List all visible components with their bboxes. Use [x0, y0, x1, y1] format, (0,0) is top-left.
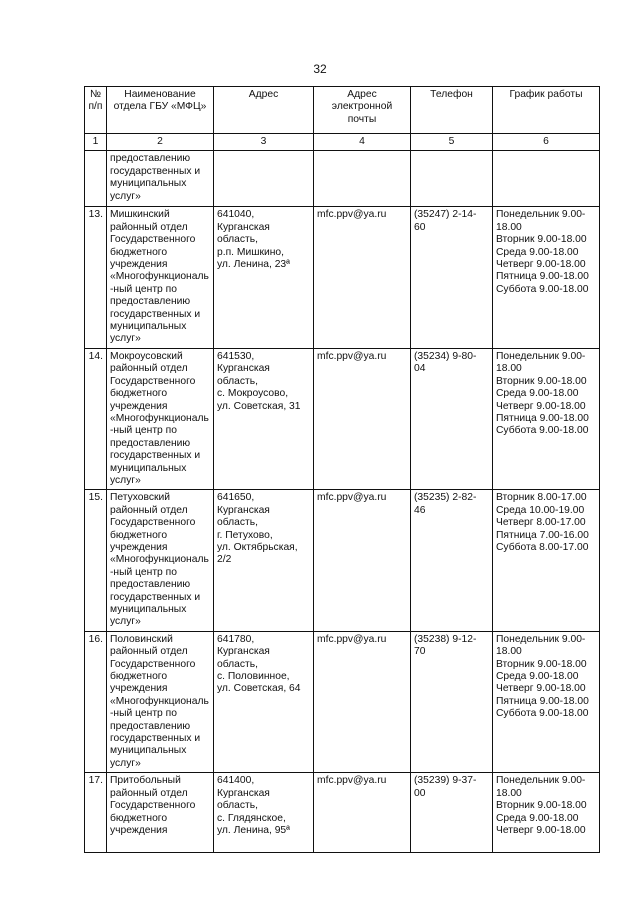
table-row — [85, 773, 600, 853]
cell-schedule — [493, 773, 600, 853]
page-number: 32 — [313, 62, 327, 76]
cell-line: область, — [217, 375, 258, 387]
cell-line: Четверг 9.00-18.00 — [496, 259, 586, 271]
cell-line: Притобольный — [110, 775, 181, 787]
cell-line: Вторник 9.00-18.00 — [496, 800, 587, 812]
mfc-offices-table — [84, 86, 600, 853]
col-number: 6 — [493, 134, 600, 151]
cell-line: (35234) 9-80- — [414, 350, 477, 362]
cell-line: районный отдел — [110, 221, 188, 233]
cell-line: предоставлению — [110, 437, 191, 449]
header-row — [85, 87, 600, 134]
cell-line: (35239) 9-37- — [414, 775, 477, 787]
cell-address — [214, 490, 314, 631]
cell-line: районный отдел — [110, 363, 188, 375]
cell-line: Среда 9.00-18.00 — [496, 388, 579, 400]
cell-line: Понедельник 9.00- — [496, 209, 586, 221]
cell-line: Курганская — [217, 363, 270, 375]
cell-line: 04 — [414, 363, 426, 375]
cell-line: Вторник 9.00-18.00 — [496, 658, 587, 670]
cell-line: 641400, — [217, 775, 255, 787]
cell-line: Понедельник 9.00- — [496, 775, 586, 787]
cell-line: учреждения — [110, 824, 168, 836]
cell-line: услуг» — [110, 757, 141, 769]
cell-line: 46 — [414, 504, 426, 516]
cell-line: Суббота 8.00-17.00 — [496, 541, 589, 553]
cell-line: с. Глядянское, — [217, 812, 286, 824]
cell-line: государственных и — [110, 165, 201, 177]
cell-line: ул. Ленина, 23ª — [217, 259, 290, 271]
cell-line: бюджетного — [110, 529, 168, 541]
cell-line: учреждения — [110, 541, 168, 553]
cell-line: «Многофункциональ — [110, 554, 209, 566]
cell-line: 641780, — [217, 633, 255, 645]
cell-line: Понедельник 9.00- — [496, 633, 586, 645]
cell-num: 16. — [85, 631, 107, 772]
cell-email: mfc.ppv@ya.ru — [314, 631, 411, 772]
cell-line: Пятница 9.00-18.00 — [496, 695, 589, 707]
col-number: 4 — [314, 134, 411, 151]
cell-line: 2/2 — [217, 554, 232, 566]
cell-line: муниципальных — [110, 604, 187, 615]
cell-line: услуг» — [110, 474, 141, 486]
cell-phone — [411, 773, 493, 853]
cell-line: Петуховский — [110, 492, 171, 504]
header-address: Адрес — [214, 87, 314, 134]
cell-line: Вторник 8.00-17.00 — [496, 492, 587, 504]
cell-line: районный отдел — [110, 504, 188, 516]
cell-line: Понедельник 9.00- — [496, 350, 586, 362]
cell-line: предоставлению — [110, 296, 191, 308]
cell-line: Среда 9.00-18.00 — [496, 671, 579, 683]
cell-line: муниципальных — [110, 321, 187, 333]
cell-line: «Многофункциональ — [110, 412, 209, 424]
cell-line: «Многофункциональ — [110, 271, 209, 283]
cell-line: районный отдел — [110, 646, 188, 658]
cell-address — [214, 348, 314, 489]
cell-line: ул. Октябрьская, — [217, 541, 298, 553]
cell-line: область, — [217, 800, 258, 812]
cell-email: mfc.ppv@ya.ru — [314, 207, 411, 348]
cell-line: Суббота 9.00-18.00 — [496, 425, 589, 437]
header-phone: Телефон — [411, 87, 493, 134]
cell-num: 15. — [85, 490, 107, 631]
table-row — [85, 348, 600, 489]
col-number: 3 — [214, 134, 314, 151]
table-row-continued — [85, 151, 600, 207]
cell-line: Государственного — [110, 234, 196, 246]
cell-email: mfc.ppv@ya.ru — [314, 773, 411, 853]
cell-line: Четверг 9.00-18.00 — [496, 824, 586, 836]
cell-line: Среда 9.00-18.00 — [496, 812, 579, 824]
cell-line: область, — [217, 234, 258, 246]
cell-name — [107, 631, 214, 772]
cell-line: 00 — [414, 787, 426, 799]
cell-name — [107, 773, 214, 853]
cell-line: Государственного — [110, 375, 196, 387]
cell-line: бюджетного — [110, 812, 168, 824]
cell-line: 641040, — [217, 209, 255, 221]
cell-schedule — [493, 631, 600, 772]
cell-email: mfc.ppv@ya.ru — [314, 348, 411, 489]
cell-line: Пятница 9.00-18.00 — [496, 412, 589, 424]
cell-name — [107, 151, 214, 207]
cell-line: с. Мокроусово, — [217, 388, 289, 400]
cell-address — [214, 631, 314, 772]
cell-line: р.п. Мишкино, — [217, 246, 285, 258]
col-number: 5 — [411, 134, 493, 151]
col-number: 2 — [107, 134, 214, 151]
cell-line: Суббота 9.00-18.00 — [496, 708, 589, 720]
cell-line: государственных и — [110, 450, 201, 462]
cell-line: Четверг 9.00-18.00 — [496, 400, 586, 412]
cell-num: 13. — [85, 207, 107, 348]
cell-line: 70 — [414, 646, 426, 658]
cell-line: 18.00 — [496, 363, 522, 375]
col-number: 1 — [85, 134, 107, 151]
cell-line: ул. Советская, 31 — [217, 400, 301, 412]
cell-line: Государственного — [110, 517, 196, 529]
cell-line: Пятница 7.00-16.00 — [496, 529, 589, 541]
cell-name — [107, 207, 214, 348]
cell-line: 18.00 — [496, 646, 522, 658]
cell-line: Вторник 9.00-18.00 — [496, 375, 587, 387]
cell-address — [214, 151, 314, 207]
cell-line: Вторник 9.00-18.00 — [496, 234, 587, 246]
header-email: Адрес электронной почты — [314, 87, 411, 134]
cell-line: услуг» — [110, 333, 141, 345]
cell-phone — [411, 207, 493, 348]
table-row — [85, 490, 600, 631]
cell-line: предоставлению — [110, 153, 191, 165]
cell-line: ул. Ленина, 95ª — [217, 824, 290, 836]
cell-line: государственных и — [110, 308, 201, 320]
cell-address — [214, 773, 314, 853]
cell-line: Курганская — [217, 504, 270, 516]
cell-line: Среда 9.00-18.00 — [496, 246, 579, 258]
cell-name — [107, 490, 214, 631]
cell-line: Мишкинский — [110, 209, 170, 221]
cell-line: муниципальных — [110, 745, 187, 757]
cell-line: государственных и — [110, 733, 201, 745]
cell-line: -ный центр по — [110, 708, 177, 720]
cell-line: Курганская — [217, 787, 270, 799]
cell-schedule — [493, 490, 600, 631]
cell-line: 18.00 — [496, 787, 522, 799]
cell-line: г. Петухово, — [217, 529, 273, 541]
cell-line: (35238) 9-12- — [414, 633, 477, 645]
cell-phone — [411, 348, 493, 489]
cell-line: -ный центр по — [110, 566, 177, 578]
header-num: № п/п — [85, 87, 107, 134]
cell-line: учреждения — [110, 683, 168, 695]
header-name: Наименование отдела ГБУ «МФЦ» — [107, 87, 214, 134]
table-row — [85, 207, 600, 348]
cell-line: предоставлению — [110, 720, 191, 732]
cell-email — [314, 151, 411, 207]
cell-line: услуг» — [110, 190, 141, 202]
cell-line: бюджетного — [110, 246, 168, 258]
cell-line: услуг» — [110, 616, 141, 628]
cell-line: Среда 10.00-19.00 — [496, 504, 585, 516]
cell-line: 641530, — [217, 350, 255, 362]
cell-phone — [411, 631, 493, 772]
cell-schedule — [493, 151, 600, 207]
cell-line: Государственного — [110, 658, 196, 670]
cell-line: Государственного — [110, 800, 196, 812]
cell-line: предоставлению — [110, 579, 191, 591]
cell-line: Курганская — [217, 646, 270, 658]
cell-line: районный отдел — [110, 787, 188, 799]
cell-line: учреждения — [110, 259, 168, 271]
cell-phone — [411, 490, 493, 631]
cell-line: бюджетного — [110, 388, 168, 400]
header-schedule: График работы — [493, 87, 600, 134]
cell-line: «Многофункциональ — [110, 695, 209, 707]
cell-line: Курганская — [217, 221, 270, 233]
cell-line: Четверг 9.00-18.00 — [496, 683, 586, 695]
cell-phone — [411, 151, 493, 207]
cell-line: область, — [217, 658, 258, 670]
cell-line: 18.00 — [496, 221, 522, 233]
cell-schedule — [493, 348, 600, 489]
cell-line: -ный центр по — [110, 283, 177, 295]
cell-line: -ный центр по — [110, 425, 177, 437]
cell-line: (35247) 2-14- — [414, 209, 477, 221]
cell-address — [214, 207, 314, 348]
cell-line: Четверг 8.00-17.00 — [496, 517, 586, 529]
cell-line: муниципальных — [110, 462, 187, 474]
cell-line: 60 — [414, 221, 426, 233]
cell-name — [107, 348, 214, 489]
table-row — [85, 631, 600, 772]
cell-num: 14. — [85, 348, 107, 489]
cell-num: 17. — [85, 773, 107, 853]
cell-line: (35235) 2-82- — [414, 492, 477, 504]
cell-line: Половинский — [110, 633, 173, 645]
cell-schedule — [493, 207, 600, 348]
cell-line: учреждения — [110, 400, 168, 412]
cell-line: область, — [217, 517, 258, 529]
cell-email: mfc.ppv@ya.ru — [314, 490, 411, 631]
cell-line: 641650, — [217, 492, 255, 504]
cell-line: муниципальных — [110, 178, 187, 190]
cell-line: Суббота 9.00-18.00 — [496, 283, 589, 295]
cell-line: ул. Советская, 64 — [217, 683, 301, 695]
cell-num — [85, 151, 107, 207]
cell-line: Пятница 9.00-18.00 — [496, 271, 589, 283]
cell-line: бюджетного — [110, 671, 168, 683]
cell-line: Мокроусовский — [110, 350, 183, 362]
cell-line: с. Половинное, — [217, 671, 290, 683]
cell-line: государственных и — [110, 591, 201, 603]
column-numbers-row — [85, 134, 600, 151]
